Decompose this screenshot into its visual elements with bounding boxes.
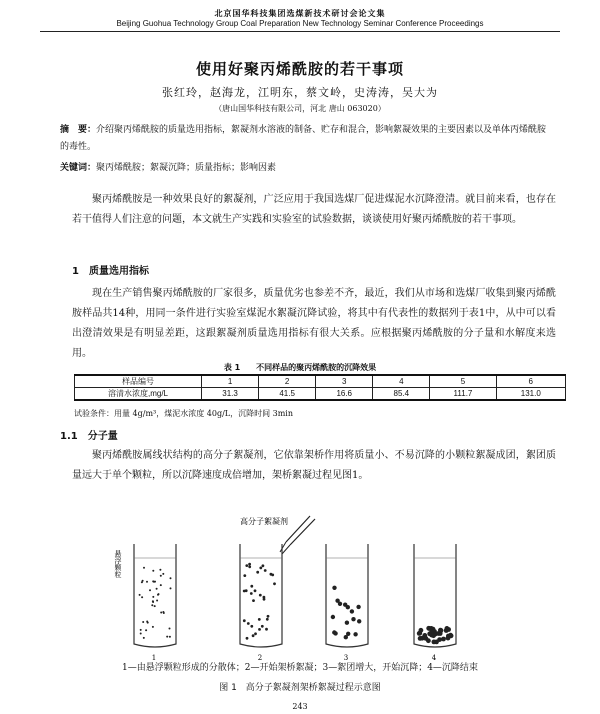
table-cell: 2 bbox=[259, 375, 316, 388]
particle bbox=[265, 628, 268, 631]
particle bbox=[335, 599, 339, 603]
particle bbox=[270, 573, 273, 576]
particle bbox=[344, 635, 348, 639]
particle bbox=[250, 585, 253, 588]
table-cell: 4 bbox=[373, 375, 430, 388]
particle bbox=[256, 571, 259, 574]
particle bbox=[166, 636, 168, 638]
particle bbox=[420, 636, 425, 641]
intro-paragraph: 聚丙烯酰胺是一种效果良好的絮凝剂，广泛应用于我国选煤厂促进煤泥水沉降澄清。就目前来看，也存在若干值得人们注意的问题，本文就生产实践和实验室的试验数据，谈谈使用好聚丙烯酰胺的若干事项。 bbox=[72, 194, 556, 225]
particle bbox=[162, 611, 164, 613]
particle bbox=[159, 569, 161, 571]
particle bbox=[170, 587, 172, 589]
header-cn: 北京国华科技集团选煤新技术研讨会论文集 bbox=[214, 8, 386, 18]
table-cell: 85.4 bbox=[373, 388, 430, 401]
particle bbox=[152, 626, 154, 628]
table-row bbox=[75, 375, 566, 388]
page-header bbox=[40, 8, 560, 32]
particle bbox=[143, 637, 145, 639]
tubes-group bbox=[134, 544, 456, 647]
page-number: 243 bbox=[292, 702, 308, 711]
particle bbox=[247, 622, 250, 625]
particle bbox=[267, 615, 270, 618]
particle bbox=[261, 625, 264, 628]
particle bbox=[153, 581, 155, 583]
particle bbox=[146, 581, 148, 583]
particle bbox=[250, 625, 253, 628]
table-cell: 3 bbox=[316, 375, 373, 388]
particle bbox=[350, 609, 354, 613]
table-cell: 31.3 bbox=[202, 388, 259, 401]
particle bbox=[141, 596, 143, 598]
particle bbox=[357, 619, 361, 623]
particle bbox=[248, 565, 251, 568]
particle bbox=[345, 621, 349, 625]
particle bbox=[243, 619, 246, 622]
particle bbox=[248, 563, 251, 566]
particle bbox=[162, 573, 164, 575]
figure1-diagram bbox=[114, 514, 480, 664]
particle bbox=[152, 596, 154, 598]
particle bbox=[254, 632, 257, 635]
particle bbox=[351, 617, 355, 621]
paper-title: 使用好聚丙烯酰胺的若干事项 bbox=[195, 60, 404, 78]
particle bbox=[432, 640, 437, 645]
figure1-legend: 1—由悬浮颗粒形成的分散体；2—开始架桥絮凝；3—絮团增大，开始沉降；4—沉降结束 bbox=[122, 663, 478, 673]
particle bbox=[169, 636, 171, 638]
tube bbox=[326, 544, 368, 647]
particle bbox=[259, 567, 262, 570]
abstract-text: 介绍聚丙烯酰胺的质量选用指标，絮凝剂水溶液的制备、贮存和混合，影响絮凝效果的主要因素以及单体丙烯酰胺的毒性。 bbox=[60, 125, 547, 152]
table1-note: 试验条件：用量 4g/m³，煤泥水浓度 40g/L，沉降时间 3min bbox=[74, 409, 294, 418]
particle bbox=[250, 592, 253, 595]
particle bbox=[160, 575, 162, 577]
particle bbox=[145, 629, 147, 631]
keywords-text: 聚丙烯酰胺；絮凝沉降；质量指标；影响因素 bbox=[96, 163, 277, 173]
tube-number-4: 4 bbox=[431, 654, 437, 662]
particle bbox=[142, 621, 144, 623]
particle bbox=[142, 580, 144, 582]
figure1-caption: 图 1 高分子絮凝剂架桥絮凝过程示意图 bbox=[219, 683, 381, 693]
header-rule bbox=[40, 31, 560, 32]
table-row-label: 样品编号 bbox=[75, 375, 202, 388]
section1-heading: 1 质量选用指标 bbox=[72, 266, 149, 277]
table-cell: 16.6 bbox=[316, 388, 373, 401]
particle bbox=[246, 637, 249, 640]
particle bbox=[160, 584, 162, 586]
particle bbox=[252, 599, 255, 602]
particle bbox=[152, 570, 154, 572]
table-row-label: 溶清水浓度,mg/L bbox=[75, 388, 202, 401]
table-cell: 1 bbox=[202, 375, 259, 388]
particle bbox=[156, 600, 158, 602]
dropper-label: 高分子絮凝剂 bbox=[240, 517, 288, 526]
particle bbox=[259, 594, 262, 597]
particle bbox=[151, 604, 153, 606]
particle bbox=[245, 564, 248, 567]
tube-number-1: 1 bbox=[151, 654, 157, 662]
particle bbox=[356, 605, 360, 609]
particle bbox=[262, 564, 265, 567]
particle bbox=[264, 569, 267, 572]
table-cell: 41.5 bbox=[259, 388, 316, 401]
table1 bbox=[74, 374, 566, 401]
particle bbox=[158, 593, 160, 595]
table-cell: 6 bbox=[496, 375, 565, 388]
abstract-label: 摘 要： bbox=[60, 125, 97, 135]
particle bbox=[332, 586, 336, 590]
particle bbox=[431, 633, 436, 638]
header-en: Beijing Guohua Technology Group Coal Preparation New Technology Seminar Conference Proceedings bbox=[116, 19, 484, 28]
table-cell: 5 bbox=[430, 375, 496, 388]
keywords-label: 关键词： bbox=[60, 163, 97, 173]
section1-1-paragraph: 聚丙烯酰胺属线状结构的高分子絮凝剂，它依靠架桥作用将质量小、不易沉降的小颗粒絮凝成团，絮团质量远大于单个颗粒，所以沉降速度成倍增加，架桥絮凝过程见图1。 bbox=[72, 450, 556, 481]
table-cell: 111.7 bbox=[430, 388, 496, 401]
particle bbox=[446, 634, 451, 639]
particle bbox=[273, 582, 276, 585]
particle bbox=[139, 594, 141, 596]
particle bbox=[146, 621, 148, 623]
table-row bbox=[75, 388, 566, 401]
particle bbox=[156, 588, 158, 590]
particle bbox=[346, 605, 350, 609]
table1-caption: 表 1 不同样品的聚丙烯酰胺的沉降效果 bbox=[223, 363, 377, 372]
particle bbox=[331, 615, 335, 619]
authors: 张红玲，赵海龙，江明东，蔡文岭，史涛涛，吴大为 bbox=[162, 86, 438, 99]
particle bbox=[353, 632, 357, 636]
particle bbox=[169, 628, 171, 630]
keywords bbox=[60, 160, 552, 173]
particle bbox=[154, 605, 156, 607]
particle bbox=[258, 628, 261, 631]
particle bbox=[252, 634, 255, 637]
particle bbox=[140, 629, 142, 631]
particle bbox=[266, 618, 269, 621]
particle bbox=[419, 628, 424, 633]
particle bbox=[170, 577, 172, 579]
particle bbox=[160, 612, 162, 614]
particle bbox=[441, 637, 446, 642]
particle bbox=[152, 600, 154, 602]
particle bbox=[258, 618, 261, 621]
particle bbox=[333, 631, 337, 635]
particle bbox=[426, 638, 431, 643]
abstract bbox=[60, 122, 552, 156]
particle bbox=[149, 589, 151, 591]
particle bbox=[140, 633, 142, 635]
particle bbox=[429, 626, 434, 631]
affiliation: （唐山国华科技有限公司，河北 唐山 063020） bbox=[214, 104, 386, 113]
particle bbox=[245, 589, 248, 592]
section1-1-heading: 1.1 分子量 bbox=[60, 431, 118, 442]
table-cell: 131.0 bbox=[496, 388, 565, 401]
particle bbox=[243, 574, 246, 577]
side-label: 悬浮颗粒 bbox=[114, 550, 122, 578]
section1-paragraph: 现在生产销售聚丙烯酰胺的厂家很多，质量优劣也参差不齐，最近，我们从市场和选煤厂收集到聚丙烯酰胺样品共14种，用同一条件进行实验室煤泥水絮凝沉降试验，将其中有代表性的数据列于表1中，从中可以看出澄清效果是有明显差距，这跟絮凝剂质量选用指标有很大关系。应根据聚丙烯酰胺的分子量和水解度来选用。 bbox=[72, 288, 556, 359]
tube-number-3: 3 bbox=[343, 654, 349, 662]
tube-number-2: 2 bbox=[257, 654, 263, 662]
particle bbox=[143, 567, 145, 569]
particle bbox=[445, 626, 450, 631]
particle bbox=[254, 589, 257, 592]
particle bbox=[263, 598, 266, 601]
